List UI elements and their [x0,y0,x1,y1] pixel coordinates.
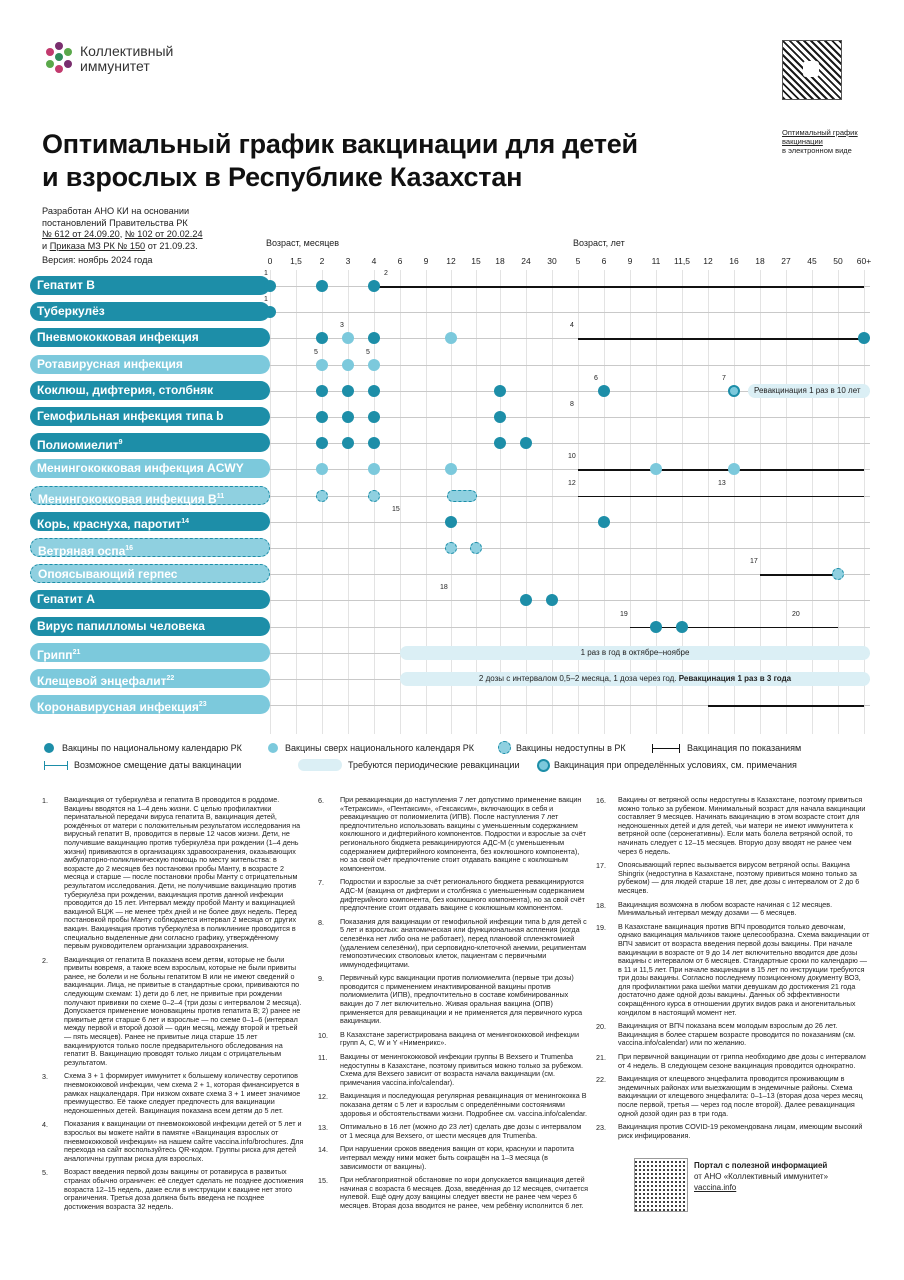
indication-line [578,496,864,498]
portal-text [694,1160,828,1193]
row-label-text: Вирус папилломы человека [37,618,205,633]
dose-dot [520,594,532,606]
footnote [318,918,588,970]
dose-dot [316,359,328,371]
row-label-text: Туберкулёз [37,304,105,319]
footnote [596,796,870,856]
footnote [42,956,304,1068]
footnote-number: 2. [42,955,48,965]
row-label-14 [30,643,270,662]
note-number: 5 [366,348,370,356]
note-number: 7 [722,374,726,382]
row-line [268,548,870,549]
footnote-number: 17. [596,861,606,871]
row-label-text: Грипп [37,647,73,662]
footnote [318,878,588,912]
dose-dot [368,490,380,502]
axis-tick: 6 [601,256,607,266]
axis-tick: 1,5 [290,256,302,266]
row-line [268,443,870,444]
row-label-11 [30,564,270,583]
grid-vline [476,270,477,734]
indication-line [708,705,864,707]
axis-tick: 6 [397,256,403,266]
dose-dot [368,359,380,371]
footnote-number: 15. [318,1176,328,1186]
dose-dot [264,306,276,318]
band-tick [400,672,870,686]
footnote-text: Вакцинация против COVID-19 рекомендована лицам, имеющим высокий риск инфицирования. [618,1122,863,1140]
footnote-text: Вакцинация возможна в любом возрасте начиная с 12 месяцев. Минимальный интервал между дозами — 6 месяцев. [618,899,833,918]
row-label-8 [30,486,270,505]
dose-dot [342,411,354,423]
indication-line [578,338,864,340]
axis-tick: 9 [627,256,633,266]
intro-link-order[interactable]: Приказа МЗ РК № 150 [49,240,146,251]
axis-tick: 11,5 [674,256,690,266]
axis-tick: 11 [651,256,661,266]
intro-date: от 21.09.23. [145,240,198,251]
row-label-sup: 11 [216,492,225,500]
dose-dot [316,280,328,292]
months-axis-label: Возраст, месяцев [266,238,340,248]
footnote [318,796,588,873]
footnote-number: 19. [596,922,606,932]
footnote [318,1123,588,1140]
note-number: 18 [440,584,448,592]
portal-line1: Портал с полезной информацией [694,1161,828,1170]
footnote [318,1176,588,1210]
legend-shift: Возможное смещение даты вакцинации [74,760,242,770]
note-number: 3 [340,322,344,330]
row-label-text: Коронавирусная инфекция [37,700,199,715]
dose-dot [445,516,457,528]
axis-tick: 18 [495,256,505,266]
qr-logo-icon [803,61,819,77]
footnote-text: Вакцинация от туберкулёза и гепатита В проводится в роддоме. Вакцины вводятся на 1–4 день жизни. С целью профилактики перинатальной передачи вируса гепатита В, вакцинация детей, рождённых от матери с положительным результатом исследования на вирусный гепатит В, проводится в первые 12 часов жизни. Дети, не получившие вакцинацию против туберкулёза при рождении (1–4 день жизни) прививаются в организациях здравоохранения, оказывающих амбулаторно-поликлиническую помощь по месту жительства: в возрасте до 2 месяцев без постановки пробы Манту, в возрасте 2 месяца и старше — после постановки пробы Манту с отрицательным результатом исследования. Дети, не получившие вакцинацию против туберкулёза при рождении, вакцинация против данной инфекции проводится до 15 лет. Интервал между пробой Манту и вакцинацией вакциной БЦЖ — не менее трёх дней и не более двух недель. Перед постановкой пробы Манту соблюдается интервал 2 месяца от других вакцин. Вакцинация против туберкулёза в поликлинике проводится в специально выделенные дни согласно графику, утверждённому первым руководителем организации здравоохранения. [64,795,301,951]
portal-line2: от АНО «Коллективный иммунитет» [694,1172,829,1181]
footnote-text: Вакцинация и последующая регулярная ревакцинация от менингококка В показана детям с 5 лет и взрослым с определёнными состояниями здоровья и обстоятельствами жизни. Подробнее см. vaccina.info/calendar. [340,1091,588,1118]
intro-link-612[interactable]: № 612 от 24.09.20 [42,229,120,239]
grid-vline [426,270,427,734]
footnote-number: 20. [596,1022,606,1032]
row-label-text: Гемофильная инфекция типа b [37,409,224,423]
footnote-number: 3. [42,1072,48,1082]
logo [42,40,76,79]
dose-dot [650,621,662,633]
row-label-text: Коклюш, дифтерия, столбняк [37,382,214,397]
axis-tick: 5 [575,256,581,266]
dose-dot [316,437,328,449]
dose-dot [368,463,380,475]
legend-extra: Вакцины сверх национального календаря РК [285,743,474,753]
footnote-text: При неблагоприятной обстановке по кори допускается вакцинация детей начиная с возраста 6 месяцев. Доза, введённая до 12 месяцев, считается нулевой. Ещё одну дозу вакцины следует ввести не ранее чем через 6 месяцев. Вторая доза вводится не ранее, чем ребёнку исполнится 6 лет. [340,1175,588,1210]
note-number: 8 [570,401,574,408]
footnote-number: 18. [596,900,606,910]
row-label-text: Гепатит B [37,278,95,292]
dose-dot [342,437,354,449]
row-label-text: Пневмококковая инфекция [37,330,199,345]
row-label-5 [30,407,270,426]
footnote-number: 11. [318,1053,328,1063]
footnote-text: При первичной вакцинации от гриппа необходимо две дозы с интервалом от 4 недель. В следующем сезоне вакцинация проводится однократно. [618,1052,866,1070]
dose-dot [316,490,328,502]
row-label-0 [30,276,270,295]
row-label-sup: 23 [198,701,207,709]
title-line1: Оптимальный график вакцинации для детей [42,129,638,159]
footnote-number: 22. [596,1075,606,1085]
dose-dot [676,621,688,633]
footnote [596,861,870,895]
indication-line [578,469,864,471]
dose-dot [494,411,506,423]
dose-dot [368,280,380,292]
row-label-15 [30,669,270,688]
footnote-number: 1. [42,796,48,805]
logo-line1: Коллективный [80,43,174,59]
dose-dot [316,332,328,344]
dose-dot [546,594,558,606]
note-number: 1 [264,270,268,277]
footnotes-col2 [318,796,588,1216]
footnote [596,1123,870,1140]
dose-dot [368,385,380,397]
note-number: 17 [750,558,758,566]
row-label-2 [30,328,270,347]
row-label-10 [30,538,270,557]
intro-link-102[interactable]: № 102 от 20.02.24 [124,229,203,239]
row-label-3 [30,355,270,374]
row-line [268,522,870,523]
row-line [268,365,870,366]
footnote [42,1072,304,1115]
grid-vline [270,270,271,734]
intro-line2: постановлений Правительства РК [42,217,188,228]
footnote-text: В Казахстане вакцинация против ВПЧ проводится только девочкам, однако вакцинация мальчиков также целесообразна. Схема вакцинации от ВПЧ зависит от возраста введения первой дозы вакцины. При начале вакцинации в возрасте от 9 до 14 лет включительно вводится две дозы вакцины с интервалом от 6 месяцев. Стандартные сроки по календарю — в 11 и 11,5 лет. При начале вакцинации в 15 лет по инструкции требуются три дозы вакцины. Согласно последнему позиционному документу ВОЗ, для профилактики рака шейки матки девушкам до достижения 21 года достаточно даже одной дозы вакцины. Данных об эффективности сокращённого курса в отношении других видов рака и аногенитальных кондилом в настоящий момент нет. [618,921,870,1017]
axis-tick: 15 [471,256,481,266]
row-label-sup: 16 [125,545,134,552]
page-title [42,128,802,194]
legend-conditional-icon [537,759,550,772]
grid-vline [500,270,501,734]
footnote-number: 14. [318,1145,328,1155]
row-label-1 [30,302,270,321]
row-label-text: Менингококковая инфекция ACWY [37,461,244,476]
axis-tick: 4 [371,256,377,266]
note-number: 20 [792,610,800,618]
footnote [42,1120,304,1163]
band-tick-b: Ревакцинация 1 раз в 3 года [678,674,792,683]
legend-periodic: Требуются периодические ревакцинации [348,760,520,770]
dose-dot [728,463,740,475]
row-label-text: Ротавирусная инфекция [37,356,183,371]
intro-sep: , [119,229,125,239]
footnote [42,1168,304,1211]
axis-tick: 3 [345,256,351,266]
axis-tick: 16 [729,256,739,266]
dose-dot [832,568,844,580]
footnote [318,1092,588,1118]
row-label-text: Полиомиелит [37,438,119,453]
logo-text [80,44,173,74]
legend-periodic-icon [298,759,342,771]
footnote [42,796,304,951]
row-label-9 [30,512,270,531]
grid-vline [552,270,553,734]
grid-vline [400,270,401,734]
note-number: 10 [568,453,576,461]
footnote-text: При нарушении сроков введения вакцин от кори, краснухи и паротита интервал между ними может быть сокращён на 1–3 месяца (в зависимости от вакцины). [340,1144,574,1171]
footnote-number: 6. [318,796,324,805]
footnote-text: Первичный курс вакцинации против полиомиелита (первые три дозы) проводится с применением инактивированной вакцины против полиомиелита (ИПВ), предпочтительно в составе комбинированных вакцин до 7 лет включительно. Живая оральная вакцина (ОПВ) применяется для ревакцинации и не применяется для первичного курса вакцинации. [340,973,583,1026]
footnote-text: Опоясывающий герпес вызывается вирусом ветряной оспы. Вакцина Shingrix (недоступна в Казахстане, поэтому привиться можно только за рубежом) — для людей старше 18 лет, две дозы с интервалом от 2 до 6 месяцев. [618,860,860,895]
footnote [596,901,870,918]
legend-unavailable: Вакцины недоступны в РК [516,743,626,753]
legend-shift-cap-r [67,761,68,770]
axis-tick: 50 [833,256,843,266]
dose-dot [342,332,354,344]
footnote-number: 23. [596,1123,606,1133]
dose-dot [316,385,328,397]
axis-tick: 27 [781,256,791,266]
footnote-number: 4. [42,1120,48,1130]
row-label-16 [30,695,270,714]
row-label-6 [30,433,270,452]
dose-dot [342,359,354,371]
footnote-number: 8. [318,917,324,927]
dose-dot [447,490,477,502]
legend-national: Вакцины по национальному календарю РК [62,743,242,753]
dose-dot [445,463,457,475]
intro-text [42,206,272,267]
row-label-text: Ветряная оспа [38,544,126,558]
dose-dot [470,542,482,554]
row-label-text: Опоясывающий герпес [38,567,178,582]
legend-unavailable-icon [498,741,511,754]
grid-vline [296,270,297,734]
footnote [596,1053,870,1070]
dose-dot [494,385,506,397]
footnote-number: 13. [318,1123,328,1133]
legend-national-icon [44,743,54,753]
footnote-text: Вакцины от менингококковой инфекции группы В Bexsero и Trumenba недоступны в Казахстане, поэтому привиться можно только за рубежом. Схема для Bexsero зависит от возраста начала вакцинации (см. примечания vaccina.info/calendar). [340,1052,583,1087]
footnote-text: Вакцинация от клещевого энцефалита проводится проживающим в эндемичных районах или выезжающим в эндемичные районы. Схема вакцинации от клещевого энцефалита: 0–1–13 (вторая доза через месяц после первой, третья — через год после второй). Далее ревакцинация одной дозой один раз в три года. [618,1074,863,1118]
dose-dot [598,385,610,397]
note-number: 5 [314,348,318,356]
row-label-text: Менингококковая инфекция B [38,491,217,506]
axis-tick: 30 [547,256,557,266]
footnote-text: Показания для вакцинации от гемофильной инфекции типа b для детей с 5 лет и взрослых: анатомическая или функциональная аспления (когда селезёнка нет либо она не работает), перед плановой спленэктомией (удалением селезёнки), при серповидно-клеточной анемии, реципиентам гемопоэтических стволовых клеток, пациентам с первичными иммунодефицитами. [340,916,587,969]
intro-and: и [42,240,50,251]
legend-conditional: Вакцинация при определённых условиях, см. примечания [554,760,797,770]
legend-shift-icon [44,765,68,766]
dose-dot-conditional [728,385,740,397]
row-line [268,417,870,418]
dose-dot [316,463,328,475]
row-label-12 [30,590,270,609]
row-line [268,600,870,601]
row-label-text: Гепатит А [37,592,95,607]
years-axis-label: Возраст, лет [573,238,625,248]
logo-line2: иммунитет [80,58,150,74]
footnotes-col3 [596,796,870,1145]
row-line [268,312,870,313]
dose-dot [598,516,610,528]
footnote-number: 16. [596,796,606,805]
footnote-text: Схема 3 + 1 формирует иммунитет к большему количеству серотипов пневмококковой инфекции, чем схема 2 + 1, которая финансируется в рамках нацкалендаря. При низком охвате схема 3 + 1 имеет значимое преимущество. Её также следует предпочесть для вакцинации недоношенных детей. Вакцинация показана всем детям до 5 лет. [64,1071,301,1115]
indication-line [760,574,838,576]
intro-line1: Разработан АНО КИ на основании [42,206,190,216]
dose-dot [264,280,276,292]
legend-indications-cap-l [652,744,653,753]
qr-link[interactable]: Оптимальный график вакцинации [782,128,858,146]
axis-tick: 24 [521,256,531,266]
axis-tick: 9 [423,256,429,266]
footnote-number: 9. [318,974,324,984]
footnote-text: Показания к вакцинации от пневмококковой инфекции детей от 5 лет и взрослых вы можете найти в памятке «Вакцинация взрослых от пневмококковой инфекции» на нашем сайте vaccina.info/brochures. Для перехода на сайт воспользуйтесь QR-кодом. Группы риска для детей аналогичны группам риска для взрослых. [64,1119,304,1163]
logo-icon [42,40,76,74]
dose-dot [368,437,380,449]
note-number: 13 [718,479,726,487]
note-number: 12 [568,479,576,487]
footnote [596,923,870,1018]
dose-dot [368,332,380,344]
portal-link[interactable]: vaccina.info [694,1183,737,1192]
footnote-number: 10. [318,1030,328,1040]
dose-dot [445,332,457,344]
legend-indications: Вакцинация по показаниям [687,743,802,753]
footnote-text: Вакцинация от гепатита В показана всем детям, которые не были привиты вовремя, а также всем взрослым, которые не были привиты ранее, не болели и не больны гепатитом В или не имеют сведений о вакцинации. Лица, не привитые в стандартные сроки, прививаются по следующим схемам: 1) дети до 6 лет, не привитые при рождении получают прививки по схеме 0–2–4 (три дозы с интервалом 2 месяца). Допускается применение моновакцины против гепатита В; 2) ранее не привитые дети старше 6 лет и взрослые — по схеме 0–1–6 (интервал между первой и второй дозой — один месяц, между второй и третьей — пять месяцев). Ранее не привитые лица старше 15 лет вакцинируются только после предварительного обследования на гепатит В. Вакцинацию проводят только лицам с отрицательным результатом. [64,954,302,1067]
footnote-number: 12. [318,1092,328,1102]
footnote-number: 5. [42,1168,48,1178]
axis-tick: 18 [755,256,765,266]
footnotes-col1 [42,796,304,1216]
row-label-text: Корь, краснуха, паротит [37,516,182,531]
legend-indications-icon [652,748,680,749]
row-label-7 [30,459,270,478]
grid-vline [526,270,527,734]
footnote [318,1053,588,1087]
legend-extra-icon [268,743,278,753]
footnote [318,1145,588,1171]
dose-dot [316,411,328,423]
legend-indications-cap-r [679,744,680,753]
footnote [318,974,588,1026]
footnote-text: Вакцинация от ВПЧ показана всем молодым взрослым до 26 лет. Вакцинация в более старшем возрасте проводится по показаниям (см. vaccina.info/calendar) или по желанию. [618,1021,856,1048]
version-text: Версия: ноябрь 2024 года [42,255,153,265]
title-line2: и взрослых в Республике Казахстан [42,162,523,192]
axis-tick: 12 [446,256,456,266]
note-number: 1 [264,296,268,304]
legend-shift-cap-l [44,761,45,770]
dose-dot [494,437,506,449]
band-flu: 1 раз в год в октябре–ноябре [400,646,870,660]
note-number: 15 [392,505,400,513]
row-label-sup: 22 [166,675,175,682]
footnote-text: Возраст введения первой дозы вакцины от ротавируса в развитых странах обычно ограничен: её следует сделать не позднее достижения возраста 12–15 недель, даже если в инструкции к вакцине нет этого ограничения. Третья доза должна быть введена не позднее достижения возраста 32 недель. [64,1167,304,1211]
footnote [596,1022,870,1048]
dose-dot [445,542,457,554]
dose-dot [650,463,662,475]
axis-tick: 45 [807,256,817,266]
dose-dot [858,332,870,344]
note-number: 2 [384,270,388,277]
row-label-text: Клещевой энцефалит [37,674,167,688]
dose-dot [342,385,354,397]
footnote-number: 7. [318,878,324,888]
dose-dot [368,411,380,423]
dose-dot [520,437,532,449]
qr-tail: в электронном виде [782,146,852,155]
row-label-sup: 21 [72,648,81,656]
footnote [318,1031,588,1048]
indication-line [374,286,864,288]
note-number: 19 [620,610,628,618]
legend [42,740,882,774]
axis-tick: 60+ [856,256,872,266]
row-label-4 [30,381,270,400]
band-pertussis: Ревакцинация 1 раз в 10 лет [748,384,870,398]
footnote-number: 21. [596,1053,606,1063]
note-number: 6 [594,374,598,382]
axis-tick: 12 [703,256,713,266]
note-number: 4 [570,322,574,330]
footnote-text: Оптимально в 16 лет (можно до 23 лет) сделать две дозы с интервалом от 1 месяца для Bexsero, от шести месяцев для Trumenba. [340,1122,582,1140]
row-label-sup: 14 [181,517,190,525]
footnote-text: Подростки и взрослые за счёт регионального бюджета ревакцинируются АДС-М (вакцина от дифтерии и столбняка с уменьшенным содержанием дифтерийного компонента, без коклюшного компонента), но за свой счёт предпочтение стоит отдавать вакцине с коклюшным компонентом. [340,877,585,913]
footnote-text: Вакцины от ветряной оспы недоступны в Казахстане, поэтому привиться можно только за рубежом. Минимальный возраст для начала вакцинации составляет 9 месяцев. Начинать вакцинацию в этом возрасте стоит для недоношенных детей и для детей, чьи матери не имеют иммунитета к ветряной оспе (серонегативны). Если мать болела ветряной оспой, то начинать следует с 12–15 месяцев. Вторую дозу вводят не ранее чем через 6 недель. [618,795,866,856]
footnote [596,1075,870,1118]
row-label-13 [30,617,270,636]
row-label-sup: 9 [118,439,123,447]
band-tick-a: 2 дозы с интервалом 0,5–2 месяца, 1 доза через год. [478,674,679,683]
axis-tick: 0 [267,256,273,266]
qr-code-portal[interactable] [634,1158,688,1212]
footnote-text: В Казахстане зарегистрирована вакцина от менингококковой инфекции групп A, C, W и Y «Нименрикс». [340,1029,579,1048]
axis-tick: 2 [319,256,325,266]
footnote-text: При ревакцинации до наступления 7 лет допустимо применение вакцин «Тетраксим», «Пентаксим», «Гексаксим», включающих в себя и ревакцинацию от полиомиелита (ИПВ). После наступления 7 лет предпочтительно использовать вакцины с уменьшенным содержанием коклюшного и дифтерийного компонентов. Подростки и взрослые за счёт регионального бюджета ревакцинируются АДС-М (с уменьшенным содержанием дифтерийного компонента, без коклюшного компонента), но за свой счёт предпочтение стоит отдавать вакцине с коклюшным компонентом. [340,795,586,873]
